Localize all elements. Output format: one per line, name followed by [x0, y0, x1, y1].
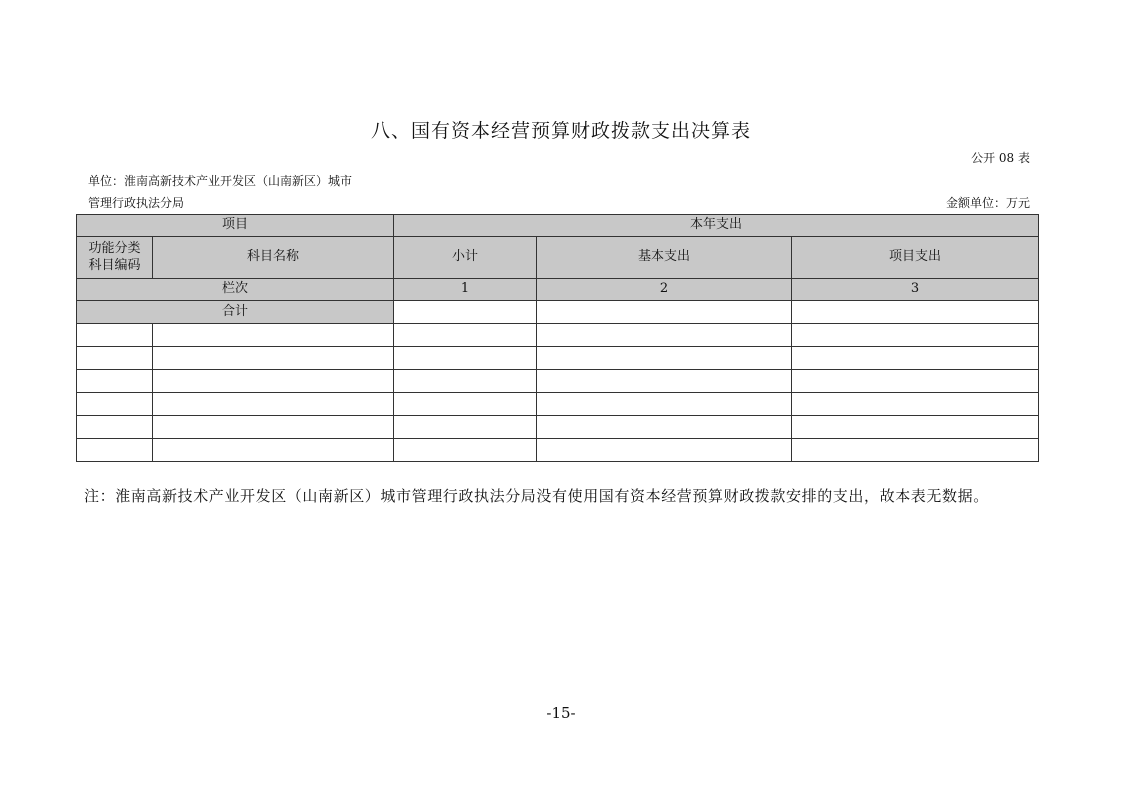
- page-title: 八、国有资本经营预算财政拨款支出决算表: [370, 120, 751, 142]
- table-cell: [153, 324, 394, 347]
- header-item: 项目: [77, 215, 394, 237]
- total-basic-cell: [537, 301, 792, 324]
- table-row: [77, 393, 1039, 416]
- table-cell: [792, 324, 1039, 347]
- column-index-1: 1: [394, 279, 537, 301]
- table-cell: [153, 439, 394, 462]
- column-index-2: 2: [537, 279, 792, 301]
- table-cell: [77, 370, 153, 393]
- table-cell: [537, 324, 792, 347]
- table-cell: [77, 393, 153, 416]
- table-row: [77, 347, 1039, 370]
- header-func-code: [77, 237, 153, 279]
- footnote: 注：淮南高新技术产业开发区（山南新区）城市管理行政执法分局没有使用国有资本经营预算财政拨款安排的支出，故本表无数据。: [84, 487, 989, 505]
- table-cell: [537, 439, 792, 462]
- header-basic-expenditure: 基本支出: [537, 237, 792, 279]
- table-row: [77, 416, 1039, 439]
- amount-unit: 金额单位：万元: [945, 196, 1030, 210]
- unit-label: 单位：淮南高新技术产业开发区（山南新区）城市: [88, 174, 353, 188]
- table-cell: [537, 393, 792, 416]
- column-index-3: 3: [792, 279, 1039, 301]
- header-func-code-line2: 科目编码: [88, 257, 141, 273]
- total-subtotal-cell: [394, 301, 537, 324]
- expenditure-table: [76, 214, 1039, 462]
- table-cell: [153, 393, 394, 416]
- table-cell: [792, 416, 1039, 439]
- table-cell: [394, 324, 537, 347]
- table-row: [77, 370, 1039, 393]
- total-row: [77, 301, 1039, 324]
- table-cell: [394, 393, 537, 416]
- header-func-code-line1: 功能分类: [88, 241, 141, 257]
- table-cell: [77, 347, 153, 370]
- table-row: [77, 324, 1039, 347]
- table-cell: [792, 347, 1039, 370]
- table-cell: [792, 370, 1039, 393]
- table-cell: [153, 347, 394, 370]
- table-cell: [537, 370, 792, 393]
- table-cell: [394, 370, 537, 393]
- column-index-row: [77, 279, 1039, 301]
- column-index-label: 栏次: [77, 279, 394, 301]
- page-number: -15-: [546, 704, 576, 722]
- header-project-expenditure: 项目支出: [792, 237, 1039, 279]
- total-project-cell: [792, 301, 1039, 324]
- table-cell: [77, 439, 153, 462]
- header-row-2: [77, 237, 1039, 279]
- unit-label-continued: 管理行政执法分局: [88, 196, 185, 210]
- table-cell: [394, 416, 537, 439]
- table-cell: [537, 347, 792, 370]
- table-cell: [77, 416, 153, 439]
- header-subtotal: 小计: [394, 237, 537, 279]
- table-cell: [394, 347, 537, 370]
- table-cell: [537, 416, 792, 439]
- table-cell: [77, 324, 153, 347]
- total-label: 合计: [77, 301, 394, 324]
- header-row-1: [77, 215, 1039, 237]
- table-cell: [153, 370, 394, 393]
- table-cell: [153, 416, 394, 439]
- table-cell: [792, 393, 1039, 416]
- header-current-year-expenditure: 本年支出: [394, 215, 1039, 237]
- table-row: [77, 439, 1039, 462]
- table-cell: [792, 439, 1039, 462]
- form-code: 公开 08 表: [971, 151, 1030, 165]
- table-cell: [394, 439, 537, 462]
- header-subject-name: 科目名称: [153, 237, 394, 279]
